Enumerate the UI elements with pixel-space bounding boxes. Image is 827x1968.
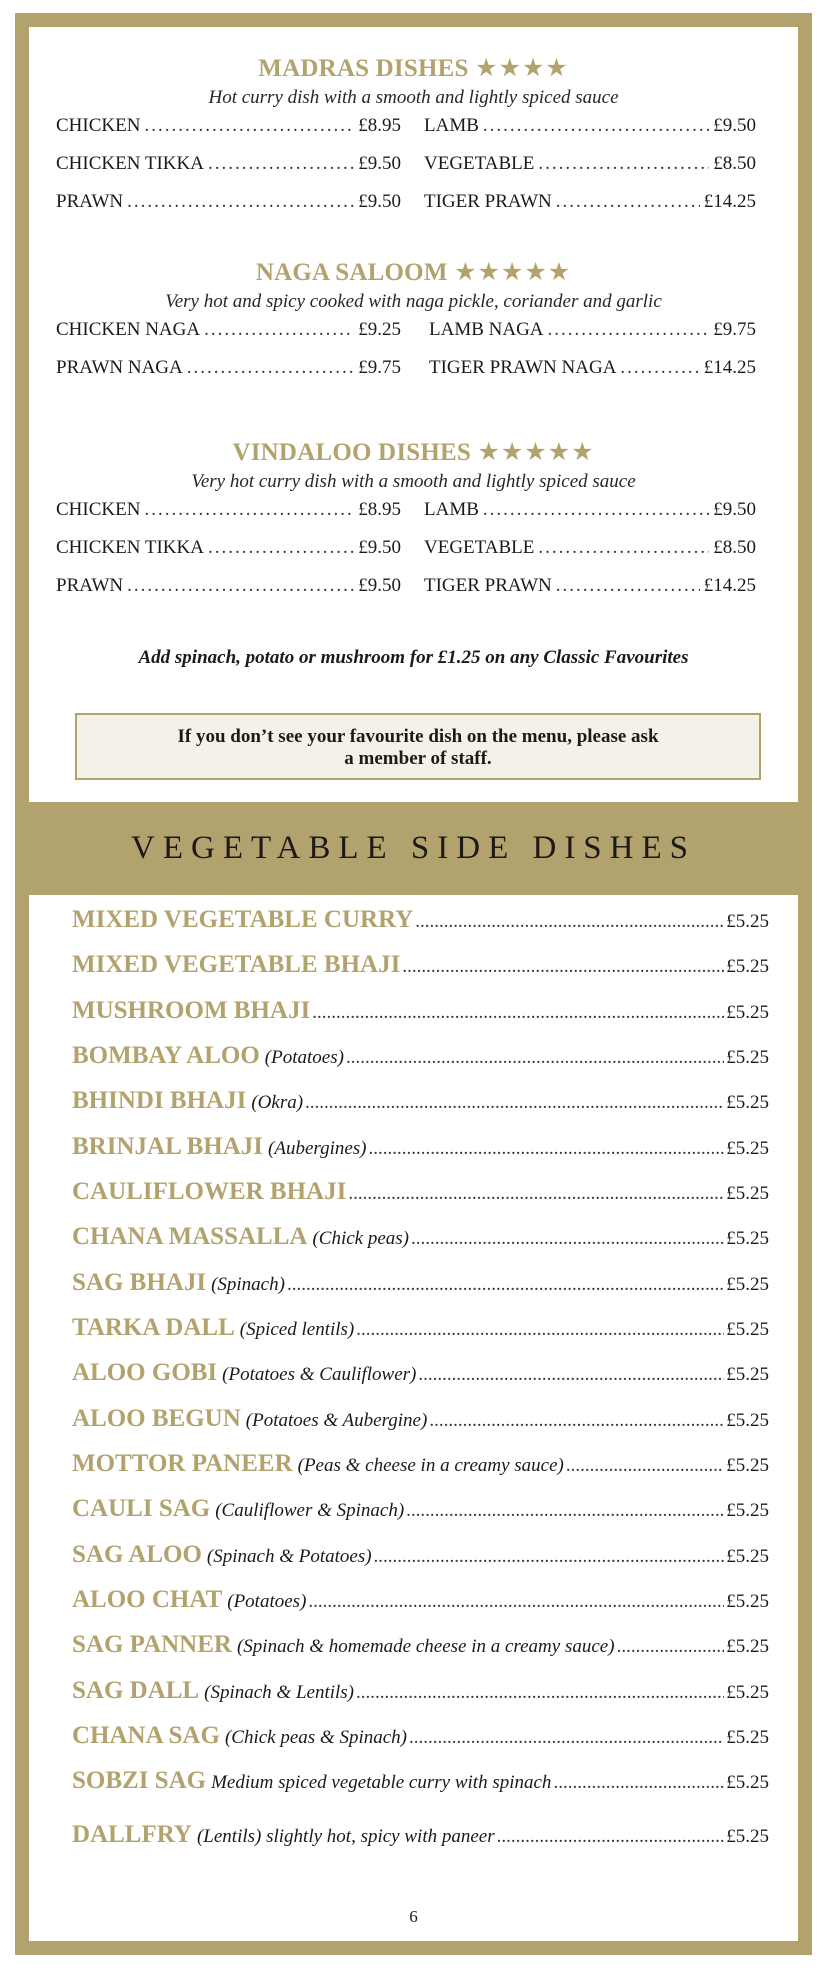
- leader-dots: [556, 575, 700, 597]
- leader-dots: [204, 319, 354, 341]
- leader-dots: [308, 1591, 724, 1613]
- leader-dots: [356, 1682, 724, 1704]
- veg-item-row: [72, 1631, 769, 1665]
- vegetable-panel: [29, 895, 798, 1941]
- veg-item-description: (Chick peas & Spinach): [224, 1727, 407, 1748]
- veg-item-description: (Potatoes): [227, 1591, 307, 1612]
- item-price: £9.75: [713, 319, 756, 340]
- item-price: £8.50: [713, 153, 756, 174]
- veg-item-price: £5.25: [726, 1591, 769, 1612]
- veg-item-name: DALLFRY: [72, 1821, 192, 1848]
- veg-item-name: ALOO GOBI: [72, 1359, 218, 1386]
- veg-item-row: [72, 1541, 769, 1575]
- menu-item: [56, 575, 401, 597]
- leader-dots: [538, 153, 709, 175]
- veg-item-description: (Spinach & Lentils): [204, 1682, 355, 1703]
- leader-dots: [374, 1546, 725, 1568]
- naga-stars: ★★★★★: [454, 259, 572, 286]
- veg-item-row: [72, 1821, 769, 1855]
- veg-item-name: SAG DALL: [72, 1677, 200, 1704]
- naga-subtitle: Very hot and spicy cooked with naga pickle, coriander and garlic: [165, 291, 662, 312]
- veg-item-description: (Peas & cheese in a creamy sauce): [297, 1455, 564, 1476]
- menu-item: [429, 319, 756, 341]
- leader-dots: [312, 1002, 724, 1024]
- veg-item-description: (Cauliflower & Spinach): [215, 1500, 405, 1521]
- leader-dots: [406, 1500, 724, 1522]
- naga-title: [29, 257, 798, 287]
- leader-dots: [369, 1138, 725, 1160]
- veg-item-price: £5.25: [726, 1682, 769, 1703]
- veg-item-name: SAG PANNER: [72, 1631, 232, 1658]
- veg-item-name: CAULIFLOWER BHAJI: [72, 1178, 347, 1205]
- item-name: CHICKEN TIKKA: [56, 537, 204, 558]
- menu-item: [424, 191, 756, 213]
- item-name: CHICKEN: [56, 115, 141, 136]
- leader-dots: [415, 911, 724, 933]
- veg-item-name: MUSHROOM BHAJI: [72, 997, 311, 1024]
- veg-item-price: £5.25: [726, 1319, 769, 1340]
- naga-row: [56, 357, 756, 383]
- madras-title: [29, 53, 798, 83]
- veg-item-name: ALOO CHAT: [72, 1586, 223, 1613]
- veg-item-row: [72, 1767, 769, 1801]
- leader-dots: [208, 153, 354, 175]
- item-name: LAMB: [424, 499, 479, 520]
- item-price: £8.50: [713, 537, 756, 558]
- item-price: £8.95: [358, 115, 401, 136]
- item-name: PRAWN NAGA: [56, 357, 183, 378]
- vindaloo-row: [56, 537, 756, 563]
- veg-item-price: £5.25: [726, 1228, 769, 1249]
- veg-item-description: (Lentils) slightly hot, spicy with paneer: [196, 1826, 495, 1847]
- item-name: TIGER PRAWN: [424, 191, 552, 212]
- leader-dots: [418, 1364, 724, 1386]
- veg-item-name: TARKA DALL: [72, 1314, 235, 1341]
- veg-item-name: MIXED VEGETABLE BHAJI: [72, 951, 401, 978]
- leader-dots: [620, 357, 699, 379]
- veg-item-row: [72, 1677, 769, 1711]
- vindaloo-title: [29, 437, 798, 467]
- leader-dots: [144, 115, 354, 137]
- veg-item-name: CAULI SAG: [72, 1495, 211, 1522]
- staff-note-line-2: a member of staff.: [344, 748, 492, 769]
- madras-subtitle: Hot curry dish with a smooth and lightly spiced sauce: [208, 87, 619, 108]
- veg-item-description: (Spiced lentils): [239, 1319, 355, 1340]
- leader-dots: [346, 1047, 724, 1069]
- menu-item: [56, 537, 401, 559]
- item-name: CHICKEN NAGA: [56, 319, 201, 340]
- veg-item-description: (Potatoes & Cauliflower): [222, 1364, 417, 1385]
- item-name: VEGETABLE: [424, 537, 535, 558]
- veg-item-price: £5.25: [726, 1183, 769, 1204]
- item-price: £9.50: [713, 499, 756, 520]
- item-price: £8.95: [358, 499, 401, 520]
- item-price: £9.50: [358, 537, 401, 558]
- veg-item-row: [72, 997, 769, 1031]
- veg-item-description: (Potatoes & Aubergine): [245, 1410, 428, 1431]
- madras-row: [56, 191, 756, 217]
- veg-item-row: [72, 906, 769, 940]
- leader-dots: [409, 1727, 724, 1749]
- item-name: VEGETABLE: [424, 153, 535, 174]
- veg-item-price: £5.25: [726, 1826, 769, 1847]
- item-price: £9.25: [358, 319, 401, 340]
- leader-dots: [548, 319, 710, 341]
- vindaloo-subtitle: Very hot curry dish with a smooth and lightly spiced sauce: [191, 471, 636, 492]
- veg-item-description: (Spinach): [211, 1274, 285, 1295]
- veg-item-price: £5.25: [726, 1772, 769, 1793]
- madras-row: [56, 153, 756, 179]
- item-name: LAMB: [424, 115, 479, 136]
- item-price: £14.25: [703, 357, 756, 378]
- veg-item-name: BHINDI BHAJI: [72, 1087, 247, 1114]
- menu-item: [424, 499, 756, 521]
- veg-item-description: (Spinach & Potatoes): [206, 1546, 372, 1567]
- vindaloo-stars: ★★★★★: [477, 439, 595, 466]
- veg-item-row: [72, 1586, 769, 1620]
- veg-item-description: (Chick peas): [312, 1228, 410, 1249]
- item-name: TIGER PRAWN NAGA: [429, 357, 617, 378]
- vindaloo-title-text: VINDALOO DISHES: [232, 439, 471, 466]
- veg-item-name: BRINJAL BHAJI: [72, 1133, 264, 1160]
- item-name: TIGER PRAWN: [424, 575, 552, 596]
- item-price: £9.50: [358, 153, 401, 174]
- veg-item-name: BOMBAY ALOO: [72, 1042, 260, 1069]
- item-name: CHICKEN: [56, 499, 141, 520]
- leader-dots: [538, 537, 709, 559]
- veg-item-price: £5.25: [726, 1455, 769, 1476]
- veg-item-description: (Aubergines): [268, 1138, 367, 1159]
- addon-note: Add spinach, potato or mushroom for £1.25 on any Classic Favourites: [138, 647, 689, 668]
- leader-dots: [411, 1228, 724, 1250]
- veg-item-row: [72, 1042, 769, 1076]
- veg-item-row: [72, 1269, 769, 1303]
- menu-item: [424, 537, 756, 559]
- staff-note-box: [75, 713, 761, 780]
- veg-item-price: £5.25: [726, 911, 769, 932]
- staff-note-line-1: If you don’t see your favourite dish on the menu, please ask: [177, 726, 659, 747]
- madras-row: [56, 115, 756, 141]
- item-name: PRAWN: [56, 575, 124, 596]
- menu-item: [424, 575, 756, 597]
- veg-item-row: [72, 1450, 769, 1484]
- madras-stars: ★★★★: [475, 55, 569, 82]
- veg-item-row: [72, 1405, 769, 1439]
- veg-item-description: (Spinach & homemade cheese in a creamy sauce): [236, 1636, 615, 1657]
- veg-item-name: CHANA MASSALLA: [72, 1223, 308, 1250]
- leader-dots: [127, 191, 354, 213]
- madras-title-text: MADRAS DISHES: [258, 55, 469, 82]
- leader-dots: [127, 575, 354, 597]
- veg-item-name: SOBZI SAG: [72, 1767, 207, 1794]
- veg-item-name: CHANA SAG: [72, 1722, 220, 1749]
- veg-item-row: [72, 1314, 769, 1348]
- item-price: £9.75: [358, 357, 401, 378]
- leader-dots: [402, 956, 724, 978]
- veg-item-price: £5.25: [726, 1500, 769, 1521]
- item-price: £9.50: [713, 115, 756, 136]
- veg-item-row: [72, 1223, 769, 1257]
- menu-item: [56, 153, 401, 175]
- veg-item-row: [72, 1722, 769, 1756]
- menu-item: [56, 357, 401, 379]
- menu-item: [424, 153, 756, 175]
- leader-dots: [348, 1183, 724, 1205]
- leader-dots: [483, 115, 709, 137]
- item-name: CHICKEN TIKKA: [56, 153, 204, 174]
- naga-row: [56, 319, 756, 345]
- vegetable-side-dishes-heading: VEGETABLE SIDE DISHES: [131, 830, 696, 866]
- veg-item-price: £5.25: [726, 1047, 769, 1068]
- naga-title-text: NAGA SALOOM: [255, 259, 448, 286]
- leader-dots: [556, 191, 700, 213]
- veg-item-description: (Potatoes): [264, 1047, 344, 1068]
- veg-item-row: [72, 1495, 769, 1529]
- leader-dots: [566, 1455, 724, 1477]
- leader-dots: [287, 1274, 724, 1296]
- veg-item-price: £5.25: [726, 1727, 769, 1748]
- veg-item-price: £5.25: [726, 1002, 769, 1023]
- curry-panel: [29, 27, 798, 802]
- leader-dots: [553, 1772, 724, 1794]
- veg-item-name: SAG ALOO: [72, 1541, 202, 1568]
- vindaloo-row: [56, 499, 756, 525]
- veg-item-price: £5.25: [726, 1636, 769, 1657]
- item-price: £14.25: [703, 191, 756, 212]
- veg-item-price: £5.25: [726, 956, 769, 977]
- veg-item-price: £5.25: [726, 1410, 769, 1431]
- menu-page-frame: [15, 13, 812, 1955]
- veg-item-name: MIXED VEGETABLE CURRY: [72, 906, 414, 933]
- veg-item-price: £5.25: [726, 1092, 769, 1113]
- item-name: LAMB NAGA: [429, 319, 544, 340]
- veg-item-row: [72, 1087, 769, 1121]
- leader-dots: [208, 537, 354, 559]
- leader-dots: [483, 499, 709, 521]
- leader-dots: [497, 1826, 725, 1848]
- menu-item: [429, 357, 756, 379]
- leader-dots: [356, 1319, 724, 1341]
- veg-item-row: [72, 1178, 769, 1212]
- leader-dots: [305, 1092, 724, 1114]
- item-price: £9.50: [358, 191, 401, 212]
- vindaloo-row: [56, 575, 756, 601]
- veg-item-name: ALOO BEGUN: [72, 1405, 241, 1432]
- menu-item: [56, 191, 401, 213]
- item-price: £14.25: [703, 575, 756, 596]
- menu-item: [56, 499, 401, 521]
- item-name: PRAWN: [56, 191, 124, 212]
- veg-item-name: SAG BHAJI: [72, 1269, 207, 1296]
- veg-item-row: [72, 1133, 769, 1167]
- veg-item-description: (Okra): [251, 1092, 304, 1113]
- page-number: 6: [409, 1907, 418, 1926]
- veg-item-price: £5.25: [726, 1546, 769, 1567]
- veg-item-price: £5.25: [726, 1138, 769, 1159]
- leader-dots: [617, 1636, 725, 1658]
- menu-item: [424, 115, 756, 137]
- veg-item-name: MOTTOR PANEER: [72, 1450, 293, 1477]
- item-price: £9.50: [358, 575, 401, 596]
- leader-dots: [429, 1410, 724, 1432]
- veg-item-price: £5.25: [726, 1364, 769, 1385]
- menu-item: [56, 319, 401, 341]
- menu-item: [56, 115, 401, 137]
- leader-dots: [144, 499, 354, 521]
- veg-item-description: Medium spiced vegetable curry with spinach: [211, 1772, 552, 1793]
- veg-item-row: [72, 951, 769, 985]
- leader-dots: [187, 357, 355, 379]
- veg-item-price: £5.25: [726, 1274, 769, 1295]
- veg-item-row: [72, 1359, 769, 1393]
